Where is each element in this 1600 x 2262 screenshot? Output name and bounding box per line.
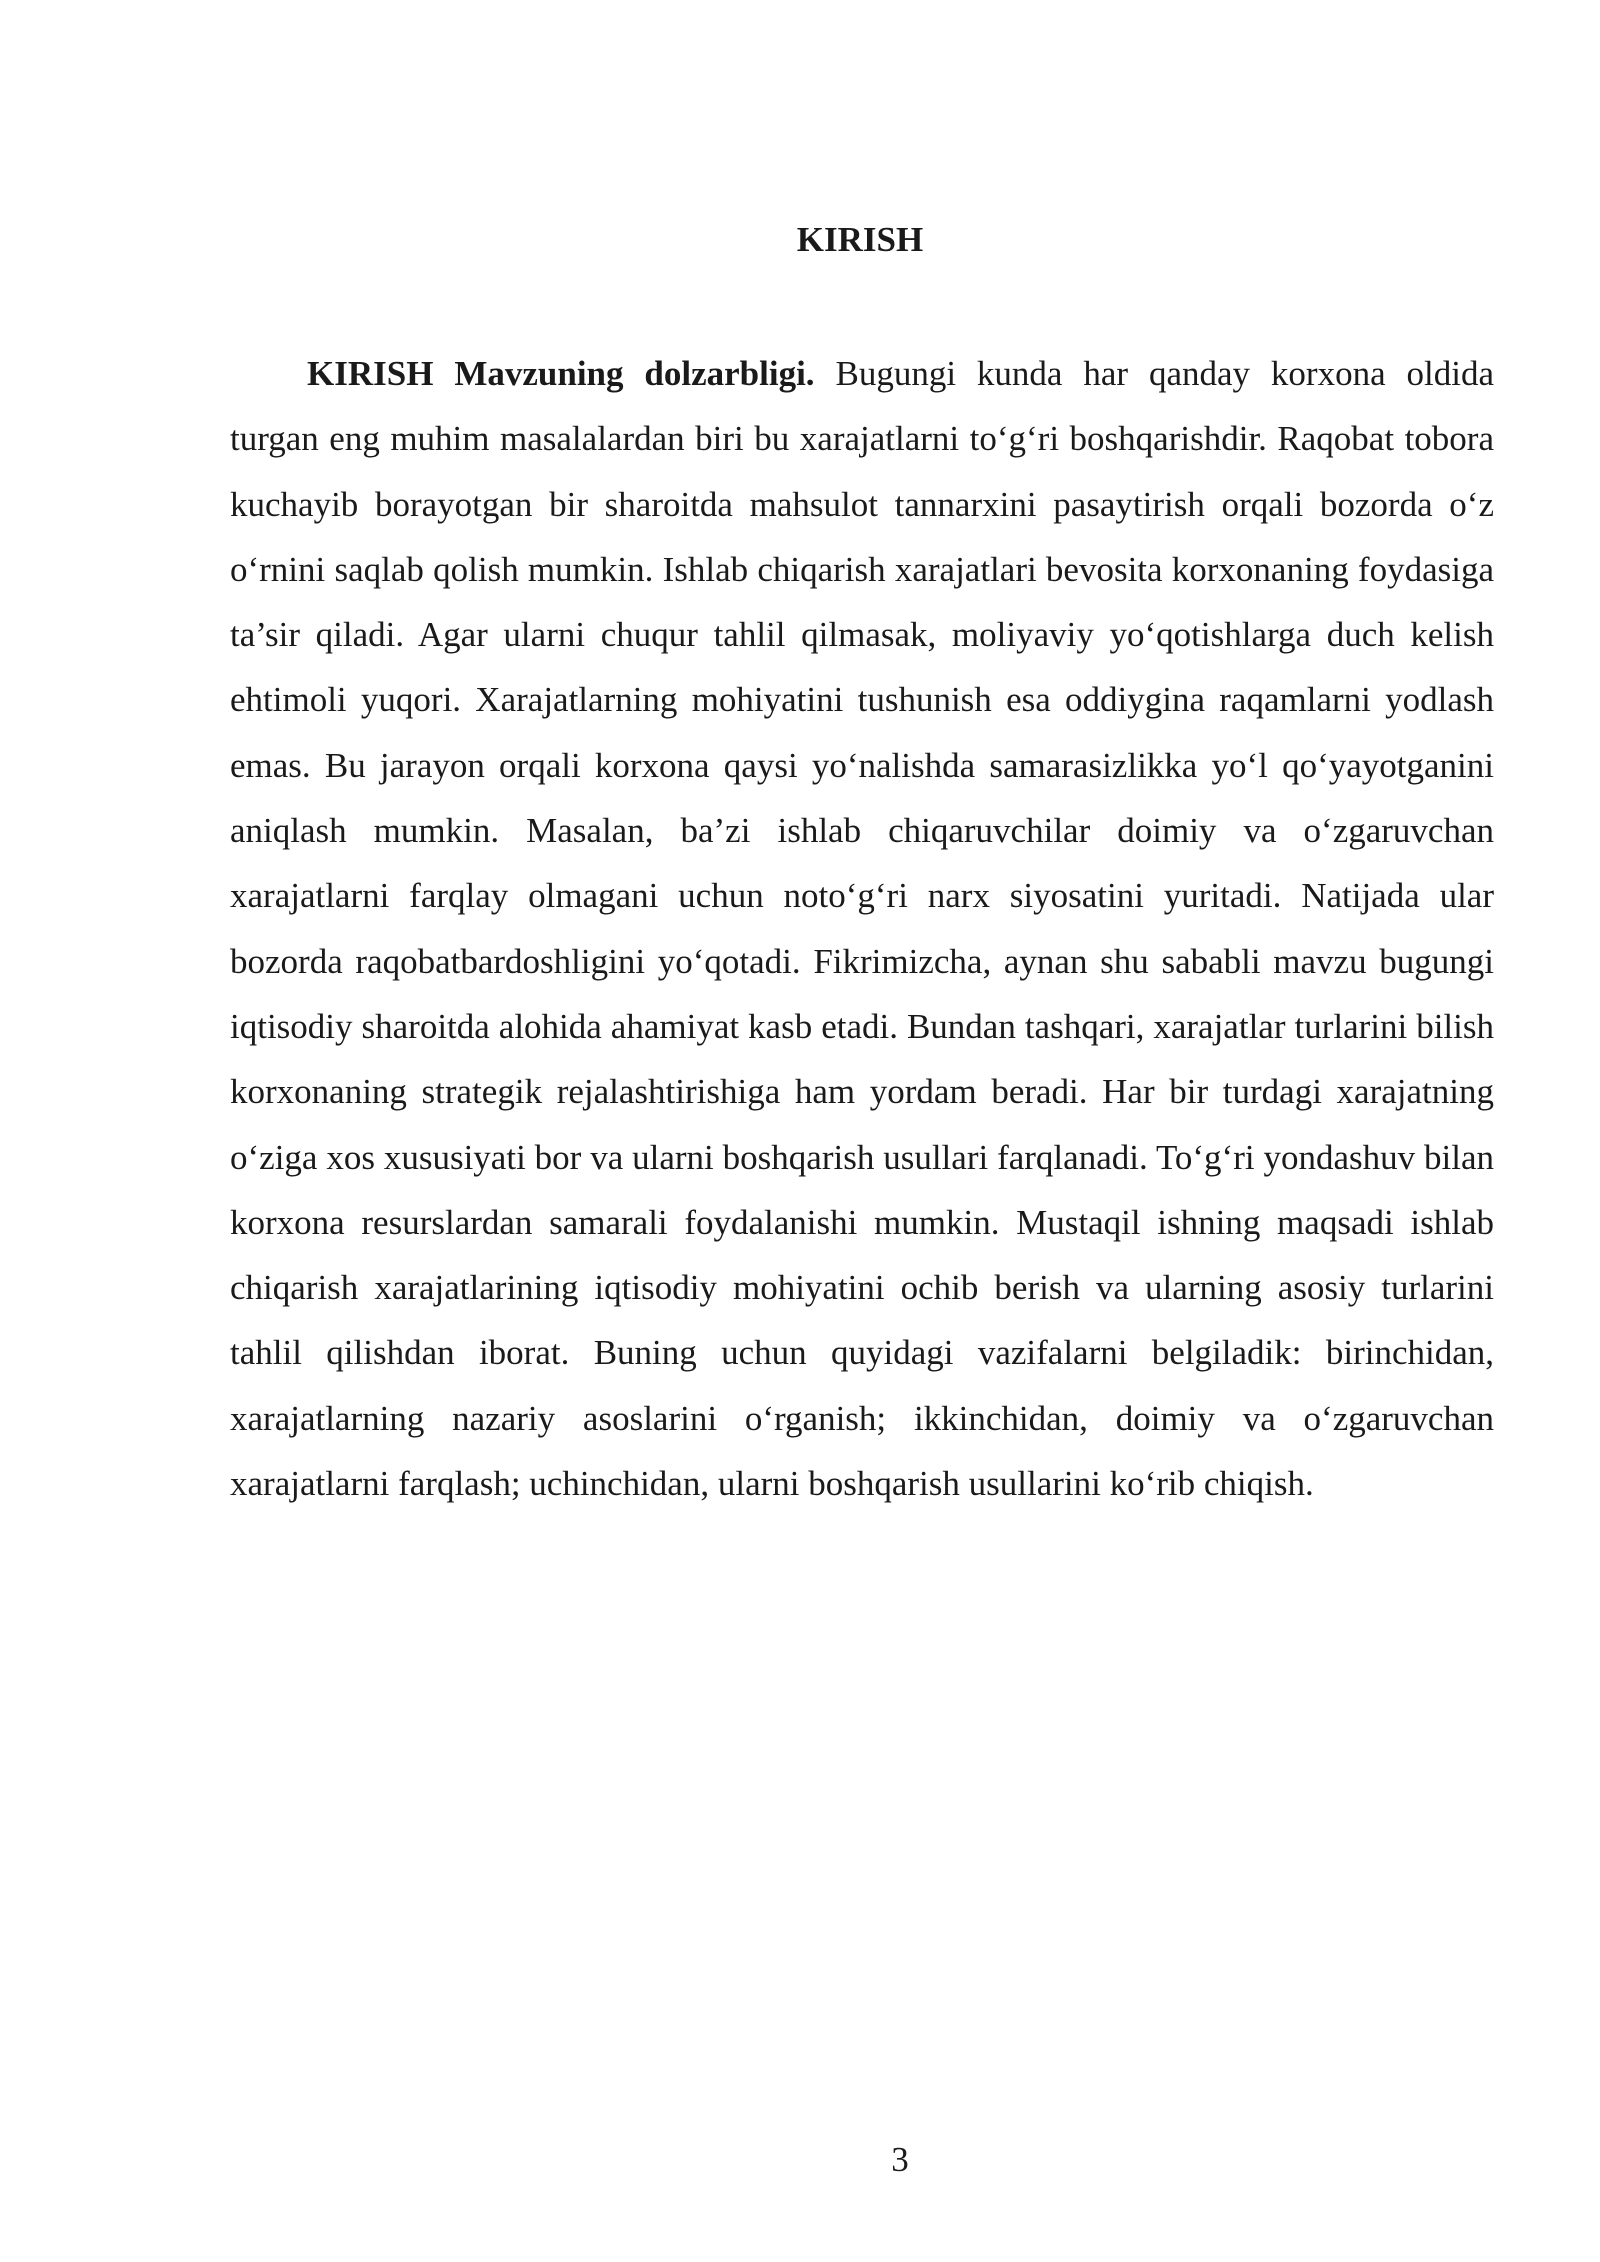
page-number: 3 [891,2140,909,2179]
paragraph-text: Bugungi kunda har qanday korxona oldida turgan eng muhim masalalardan biri bu xarajatlarni to‘g‘ri boshqarishdir. Raqobat tobora kuchayib borayotgan bir sharoitda mahsulot tannarxini pasaytirish orqali bozorda o‘z o‘rnini saqlab qolish mumkin. Ishlab chiqarish xarajatlari bevosita korxonaning foydasiga ta’sir qiladi. Agar ularni chuqur tahlil qilmasak, moliyaviy yo‘qotishlarga duch kelish ehtimoli yuqori. Xarajatlarning mohiyatini tushunish esa oddiygina raqamlarni yodlash emas. Bu jarayon orqali korxona qaysi yo‘nalishda samarasizlikka yo‘l qo‘yayotganini aniqlash mumkin. Masalan, ba’zi ishlab chiqaruvchilar doimiy va o‘zgaruvchan xarajatlarni farqlay olmagani uchun noto‘g‘ri narx siyosatini yuritadi. Natijada ular bozorda raqobatbardoshligini yo‘qotadi. Fikrimizcha, aynan shu sababli mavzu bugungi iqtisodiy sharoitda alohida ahamiyat kasb etadi. Bundan tashqari, xarajatlar turlarini bilish korxonaning strategik rejalashtirishiga ham yordam beradi. Har bir turdagi xarajatning o‘ziga xos xususiyati bor va ularni boshqarish usullari farqlanadi. To‘g‘ri yondashuv bilan korxona resurslardan samarali foydalanishi mumkin. Mustaqil ishning maqsadi ishlab chiqarish xarajatlarining iqtisodiy mohiyatini ochib berish va ularning asosiy turlarini tahlil qilishdan iborat. Buning uchun quyidagi vazifalarni belgiladik: birinchidan, xarajatlarning nazariy asoslarini o‘rganish; ikkinchidan, doimiy va o‘zgaruvchan xarajatlarni farqlash; uchinchidan, ularni boshqarish usullarini ko‘rib chiqish. [230,354,1494,1504]
paragraph-lead: KIRISH Mavzuning dolzarbligi. [307,354,815,393]
body-paragraph [230,341,1494,1516]
page-title: KIRISH [796,220,924,259]
